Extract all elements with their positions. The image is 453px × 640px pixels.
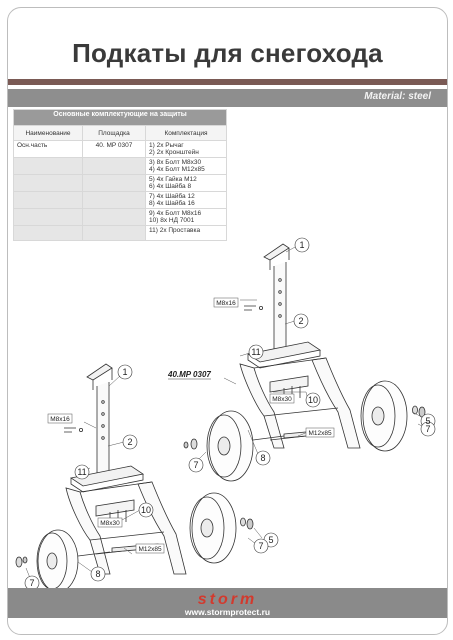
brand-logo: storm (197, 591, 258, 608)
callout-11: 11 (251, 347, 261, 357)
callout-7: 7 (29, 578, 35, 588)
label-m8x16: M8x16 (216, 300, 236, 307)
cell-kit: 7) 4х Шайба 12 8) 4х Шайба 16 (146, 192, 227, 209)
cell-kit: 3) 8х Болт М8х30 4) 4х Болт М12х85 (146, 158, 227, 175)
callout-8: 8 (260, 453, 266, 463)
label-m8x30: M8x30 (272, 396, 292, 403)
callout-8: 8 (95, 569, 101, 579)
callout-7: 7 (425, 424, 431, 434)
cell-platform: 40. MP 0307 (83, 141, 146, 158)
label-m8x30: M8x30 (100, 520, 120, 527)
part-number: 40.MP 0307 (168, 370, 211, 379)
lower-assembly (16, 364, 253, 588)
column-header: Площадка (83, 126, 146, 141)
website-url: www.stormprotect.ru (184, 607, 271, 617)
material-label: Material: steel (364, 91, 431, 102)
callout-5: 5 (268, 535, 274, 545)
callout-7: 7 (258, 541, 264, 551)
column-header: Наименование (14, 126, 83, 141)
table-caption: Основные комплектующие на защиты (14, 110, 227, 126)
callout-10: 10 (307, 395, 319, 405)
cell-kit: 1) 2х Рычаг 2) 2х Кронштейн (146, 141, 227, 158)
page-title: Подкаты для снегохода (72, 38, 383, 68)
cell-name: Осн.часть (14, 141, 83, 158)
callout-1: 1 (299, 240, 305, 250)
document-page (7, 7, 448, 635)
cell-kit: 5) 4х Гайка М12 6) 4х Шайба 8 (146, 175, 227, 192)
callout-11: 11 (77, 467, 87, 477)
cell-kit: 11) 2х Проставка (146, 226, 227, 241)
callout-2: 2 (127, 437, 133, 447)
callout-10: 10 (140, 505, 152, 515)
footer-bar (8, 588, 447, 618)
label-m12x85: M12x85 (138, 546, 162, 553)
label-m8x16: M8x16 (50, 416, 70, 423)
cell-kit: 9) 4х Болт М8х16 10) 8х НД 7001 (146, 209, 227, 226)
callout-1: 1 (122, 367, 128, 377)
exploded-assembly-drawing (8, 8, 447, 588)
label-m12x85: M12x85 (308, 430, 332, 437)
upper-assembly (184, 244, 425, 481)
callout-7: 7 (193, 460, 199, 470)
column-header: Комплектация (146, 126, 227, 141)
callout-2: 2 (298, 316, 304, 326)
callout-5: 5 (425, 416, 431, 426)
